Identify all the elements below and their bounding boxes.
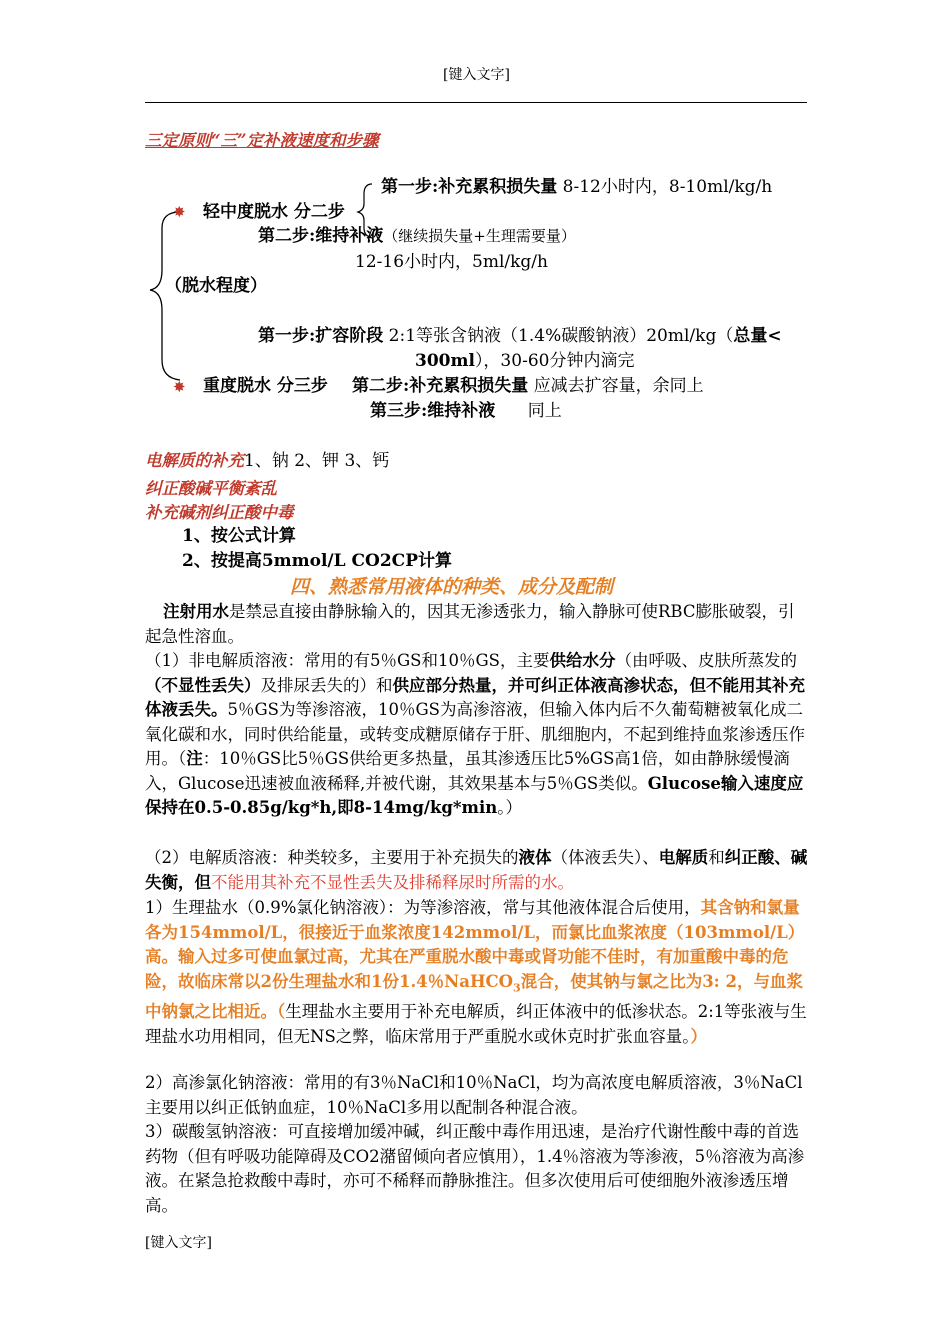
mild-step2-line2: 12-16小时内，5ml/kg/h [355, 252, 548, 272]
severe-step1-total: 总量< [733, 326, 782, 346]
p2-g: 不能用其补充不显性丢失及排稀释尿时所需的水。 [211, 872, 574, 892]
p1-k: 。） [497, 798, 523, 817]
p2-d: 电解质 [658, 848, 709, 867]
header-rule [145, 102, 807, 103]
p1-a: （1）非电解质溶液：常用的有5％GS和10％GS，主要 [145, 651, 550, 670]
p1-j: Glucose输入速度应保持在0.5-0.85g/kg*h,即8-14mg/kg*min [145, 773, 804, 817]
p2-c: （体液丢失）、 [551, 848, 659, 867]
p3-e: ） [690, 1026, 707, 1046]
severe-step3-rest: 同上 [495, 401, 562, 421]
p1-h: 注 [186, 749, 203, 768]
mild-step2-bold: 第二步:维持补液 [258, 226, 384, 246]
severe-step1-line2 [415, 349, 634, 373]
injection-water-bold: 注射用水 [163, 602, 229, 621]
p1-e: 及排尿丢失的）和 [260, 675, 393, 695]
section-four-title: 四、熟悉常用液体的种类、成分及配制 [290, 576, 614, 598]
p1-b: 供给水分 [549, 651, 616, 670]
electrolyte-line [145, 449, 389, 473]
p3-sub: 3 [513, 980, 521, 994]
severe-dehydration-label: 重度脱水 分三步 [203, 376, 328, 396]
star-bullet-icon: ✸ [173, 203, 186, 221]
severe-step1 [258, 324, 782, 348]
mild-step1 [381, 175, 772, 199]
mild-step2 [258, 224, 576, 248]
alkali-title: 补充碱剂纠正酸中毒 [145, 503, 294, 522]
p1-c: （由呼吸、皮肤所蒸发的 [615, 651, 797, 670]
dehydration-degree-label: （脱水程度） [165, 276, 267, 296]
p2-a: （2）电解质溶液：种类较多，主要用于补充损失的 [145, 848, 519, 867]
severe-step1-line2-bold: 300ml [415, 351, 475, 371]
injection-water-paragraph [145, 600, 809, 649]
severe-step2 [352, 374, 704, 398]
section-title-three-principles: 三定原则“三”定补液速度和步骤 [145, 131, 379, 150]
mild-step1-rest: 8-12小时内，8-10ml/kg/h [557, 177, 773, 197]
severe-step1-bold: 第一步:扩容阶段 [258, 326, 384, 346]
mild-dehydration-label: 轻中度脱水 分二步 [203, 202, 345, 222]
saline-paragraph [145, 896, 809, 1049]
p1-f: 供应部分热量，并可纠正体液高渗状态，但不能用其补充体液丢失。 [145, 675, 805, 719]
mild-step2-paren: （继续损失量+生理需要量） [383, 227, 576, 245]
severe-step3 [370, 399, 562, 423]
bicarbonate-paragraph: 3）碳酸氢钠溶液：可直接增加缓冲碱，纠正酸中毒作用迅速，是治疗代谢性酸中毒的首选药物（但有呼吸功能障碍及CO2潴留倾向者应慎用），1.4％溶液为等渗液，5％溶液为高渗液。在紧急抢救酸中毒时，亦可不稀释而静脉推注。但多次使用后可使细胞外液渗透压增高。 [145, 1122, 805, 1215]
page-footer: [键入文字] [145, 1235, 212, 1251]
injection-water-rest: 是禁忌直接由静脉输入的，因其无渗透张力，输入静脉可使RBC膨胀破裂，引起急性溶血。 [145, 602, 795, 646]
electrolyte-items: 1、钠 2、钾 3、钙 [244, 451, 390, 471]
electrolyte-paragraph [145, 846, 809, 895]
mild-step1-bold: 第一步:补充累积损失量 [381, 177, 558, 197]
p3-d: 生理盐水主要用于补充电解质，纠正体液中的低渗状态。2:1等张液与生理盐水功用相同，但无NS之弊，临床常用于严重脱水或休克时扩张血容量。 [145, 1002, 807, 1046]
p3-b: 其含钠和氯量各为154mmol/L，很接近于血浆浓度142mmol/L，而氯比血浆浓度（103mmol/L）高。输入过多可使血氯过高，尤其在严重脱水酸中毒或肾功能不佳时，有加重酸中毒的危险，故临床常以2份生理盐水和1份1.4％NaHCO [145, 898, 805, 991]
p2-b: 液体 [518, 848, 552, 867]
acidbase-title: 纠正酸碱平衡紊乱 [145, 479, 277, 498]
electrolyte-title: 电解质的补充 [145, 451, 244, 470]
severe-step3-bold: 第三步:维持补液 [370, 401, 496, 421]
p3-a: 1）生理盐水（0.9%氯化钠溶液）：为等渗溶液，常与其他液体混合后使用， [145, 898, 701, 917]
page-header: [键入文字] [443, 67, 510, 83]
severe-step2-bold: 第二步:补充累积损失量 [352, 376, 529, 396]
severe-step2-rest: 应减去扩容量，余同上 [528, 376, 704, 396]
calc-item-2: 2、按提高5mmol/L CO2CP计算 [182, 551, 452, 571]
p1-g: 5％GS为等渗溶液，10％GS为高渗溶液，但输入体内后不久葡萄糖被氧化成二氧化碳和水，同时供给能量，或转变成糖原储存于肝、肌细胞内，不起到维持血浆渗透压作用。（ [145, 700, 805, 768]
star-bullet-icon: ✸ [173, 378, 186, 396]
hypertonic-saline-paragraph: 2）高渗氯化钠溶液：常用的有3％NaCl和10％NaCl，均为高浓度电解质溶液，3％NaCl主要用以纠正低钠血症，10％NaCl多用以配制各种混合液。 [145, 1073, 803, 1117]
severe-step1-line2-rest: ），30-60分钟内滴完 [474, 351, 635, 371]
calc-item-1: 1、按公式计算 [182, 526, 296, 546]
p1-i: ：10％GS比5％GS供给更多热量，虽其渗透压比5%GS高1倍，如由静脉缓慢滴入，Glucose迅速被血液稀释,并被代谢，其效果基本与5％GS类似。 [145, 749, 790, 793]
p1-d: （不显性丢失） [145, 675, 261, 695]
non-electrolyte-paragraph [145, 649, 809, 821]
severe-step1-rest: 2:1等张含钠液（1.4%碳酸钠液）20ml/kg（ [383, 326, 734, 346]
p2-e: 和 [708, 848, 725, 867]
p3-c: 混合，使其钠与氯之比为3: 2，与血浆中钠氯之比相近。（ [145, 971, 803, 1022]
p2-f: 纠正酸、碱失衡，但 [145, 848, 808, 892]
